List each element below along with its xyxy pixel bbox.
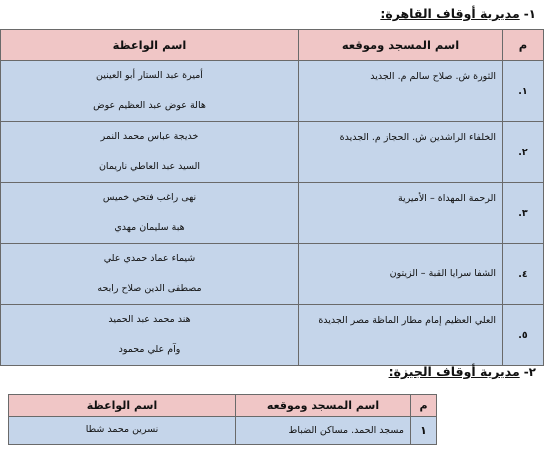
table-header-row bbox=[9, 395, 437, 417]
table-row bbox=[1, 122, 544, 183]
mosque-cell: مسجد الحمد. مساكن الضباط bbox=[236, 417, 411, 445]
preacher-name: هالة عوض عبد العظيم عوض bbox=[93, 100, 206, 111]
row-number: ١. bbox=[503, 61, 544, 122]
row-number: ١ bbox=[411, 417, 437, 445]
table-row bbox=[9, 417, 437, 445]
mosque-cell: الشفا سرايا القبة – الزيتون bbox=[299, 244, 503, 305]
row-number: ٣. bbox=[503, 183, 544, 244]
preacher-cell bbox=[1, 61, 299, 122]
preacher-cell bbox=[9, 417, 236, 445]
preacher-cell bbox=[1, 305, 299, 366]
section2-title-text: مديرية أوقاف الجيزة: bbox=[388, 364, 520, 379]
section1-number: ١- bbox=[523, 7, 536, 21]
section1-table bbox=[0, 29, 544, 366]
section2-table bbox=[8, 394, 437, 445]
row-number: ٤. bbox=[503, 244, 544, 305]
header-preacher: اسم الواعظة bbox=[1, 30, 299, 61]
mosque-cell: الثورة ش. صلاح سالم م. الجديد bbox=[299, 61, 503, 122]
section2-title bbox=[389, 364, 536, 379]
mosque-cell: الرحمة المهداة – الأميرية bbox=[299, 183, 503, 244]
header-num: م bbox=[503, 30, 544, 61]
preacher-name: السيد عبد العاطي ناريمان bbox=[98, 161, 201, 172]
preacher-name: أميرة عبد الستار أبو العينين bbox=[96, 70, 203, 81]
row-number: ٥. bbox=[503, 305, 544, 366]
preacher-cell bbox=[1, 244, 299, 305]
preacher-name: هبة سليمان مهدي bbox=[114, 222, 185, 233]
preacher-name: مصطفى الدين صلاح رابحه bbox=[97, 283, 202, 294]
preacher-cell bbox=[1, 122, 299, 183]
preacher-name: نسرين محمد شطا bbox=[85, 424, 159, 435]
header-mosque: اسم المسجد وموقعه bbox=[299, 30, 503, 61]
row-number: ٢. bbox=[503, 122, 544, 183]
section1-title-text: مديرية أوقاف القاهرة: bbox=[380, 6, 520, 21]
table-row bbox=[1, 244, 544, 305]
header-mosque: اسم المسجد وموقعه bbox=[236, 395, 411, 417]
section1-title bbox=[380, 6, 536, 21]
table-row bbox=[1, 183, 544, 244]
table-row bbox=[1, 305, 544, 366]
header-preacher: اسم الواعظة bbox=[9, 395, 236, 417]
preacher-name: خديجة عباس محمد النمر bbox=[100, 131, 199, 142]
header-num: م bbox=[411, 395, 437, 417]
preacher-name: نهى راغب فتحي خميس bbox=[102, 192, 197, 203]
preacher-name: وآم علي محمود bbox=[118, 344, 181, 355]
preacher-name: هند محمد عبد الحميد bbox=[108, 314, 191, 325]
table-header-row bbox=[1, 30, 544, 61]
section2-number: ٢- bbox=[523, 365, 536, 379]
mosque-cell: العلي العظيم إمام مطار الماظة مصر الجديدة bbox=[299, 305, 503, 366]
preacher-name: شيماء عماد حمدي علي bbox=[103, 253, 196, 264]
mosque-cell: الخلفاء الراشدين ش. الحجاز م. الجديدة bbox=[299, 122, 503, 183]
preacher-cell bbox=[1, 183, 299, 244]
table-row bbox=[1, 61, 544, 122]
